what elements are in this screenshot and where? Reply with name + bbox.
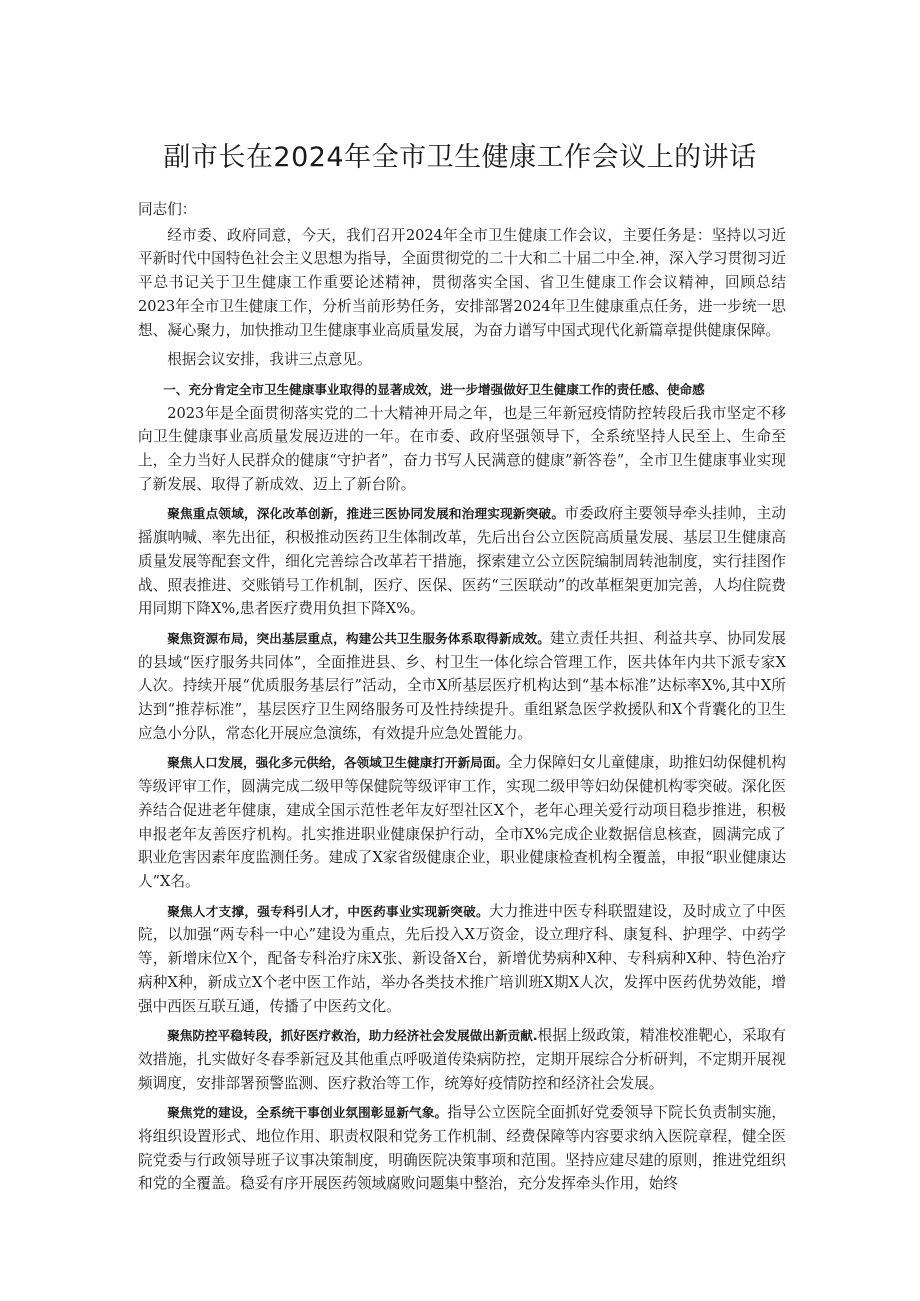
paragraph-text: 大力推进中医专科联盟建设，及时成立了中医院，以加强“两专科一中心”建设为重点，先后投入X万资金，设立理疗科、康复科、护理学、中药学等，新增床位X个，配备专科治疗床X张、新设备X台，新增优势病种X种、专科病种X种、特色治疗病种X种，新成立X个老中医工作站，举办各类技术推广培训班X期X人次，发挥中医药优势效能，增强中西医互联互通，传播了中医药文化。 [138, 902, 786, 1015]
paragraph-lead: 聚焦资源布局，突出基层重点，构建公共卫生服务体系取得新成效。 [167, 630, 550, 646]
section-1-intro: 2023年是全面贯彻落实党的二十大精神开局之年，也是三年新冠疫情防控转段后我市坚定不移向卫生健康事业高质量发展迈进的一年。在市委、政府坚强领导下，全系统坚持人民至上、生命至上，全力当好人民群众的健康“守护者”，奋力书写人民满意的健康”新答卷”，全市卫生健康事业实现了新发展、取得了新成效、迈上了新台阶。 [138, 404, 786, 493]
paragraph-lead: 聚焦党的建设，全系统干事创业氛围彰显新气象。 [167, 1105, 448, 1121]
paragraph-lead: 聚焦防控平稳转段，抓好医疗救治，助力经济社会发展做出新贡献. [167, 1028, 538, 1044]
body-paragraph [138, 900, 786, 1019]
paragraph-text: 市委政府主要领导牵头挂帅，主动摇旗呐喊、率先出征，积极推动医药卫生体制改革，先后出台公立医院高质量发展、基层卫生健康高质量发展等配套文件，细化完善综合改革若干措施，探索建立公立医院编制周转池制度，实行挂图作战、照表推进、交账销号工作机制，医疗、医保、医药“三医联动”的改革框架更加完善，人均住院费用同期下降X%,患者医疗费用负担下降X%。 [138, 505, 786, 618]
paragraph-lead: 聚焦人口发展，强化多元供给，各领域卫生健康打开新局面。 [167, 755, 509, 771]
paragraph-text: 根据上级政策，精准校准靶心，采取有效措施，扎实做好冬春季新冠及其他重点呼吸道传染病防控，定期开展综合分析研判，不定期开展视频调度，安排部署预警监测、医疗救治等工作，统筹好疫情防控和经济社会发展。 [138, 1027, 786, 1092]
body-paragraph [138, 627, 786, 746]
body-paragraph [138, 1101, 786, 1196]
document-title: 副市长在2024年全市卫生健康工作会议上的讲话 [163, 142, 757, 173]
paragraph-text: 全力保障妇女儿童健康，助推妇幼保健机构等级评审工作，圆满完成二级甲等保健院等级评审工作，实现二级甲等妇幼保健机构零突破。深化医养结合促进老年健康，建成全国示范性老年友好型社区X个，老年心理关爱行动项目稳步推进，积极申报老年友善医疗机构。扎实推进职业健康保护行动，全市X%完成企业数据信息核查，圆满完成了职业危害因素年度监测任务。建成了X家省级健康企业，职业健康检查机构全覆盖，申报“职业健康达人”X名。 [138, 754, 786, 890]
body-paragraph [138, 751, 786, 893]
body-paragraph [138, 1024, 786, 1095]
paragraph-lead: 聚焦人才支撑，强专科引人才，中医药事业实现新突破。 [167, 903, 489, 919]
intro-paragraph: 经市委、政府同意，今天，我们召开2024年全市卫生健康工作会议，主要任务是：坚持以习近平新时代中国特色社会主义思想为指导，全面贯彻党的二十大和二十届二中全.神，深入学习贯彻习近平总书记关于卫生健康工作重要论述精神，贯彻落实全国、省卫生健康工作会议精神，回顾总结2023年全市卫生健康工作，分析当前形势任务，安排部署2024年卫生健康重点任务，进一步统一思想、凝心聚力，加快推动卫生健康事业高质量发展，为奋力谱写中国式现代化新篇章提供健康保障。 [138, 226, 786, 339]
body-paragraph [138, 502, 786, 621]
section-1-heading: 一、充分肯定全市卫生健康事业取得的显著成效，进一步增强做好卫生健康工作的责任感、使命感 [163, 381, 705, 397]
paragraph-text: 建立责任共担、利益共享、协同发展的县域“医疗服务共同体”，全面推进县、乡、村卫生一体化综合管理工作，医共体年内共下派专家X人次。持续开展“优质服务基层行”活动，全市X所基层医疗机构达到“基本标准”达标率X%,其中X所达到“推荐标准”，基层医疗卫生网络服务可及性持续提升。重组紧急医学救援队和X个背囊化的卫生应急小分队，常态化开展应急演练，有效提升应急处置能力。 [138, 629, 786, 742]
paragraph-text: 指导公立医院全面抓好党委领导下院长负责制实施，将组织设置形式、地位作用、职责权限和党务工作机制、经费保障等内容要求纳入医院章程，健全医院党委与行政领导班子议事决策制度，明确医院决策事项和范围。坚持应建尽建的原则，推进党组织和党的全覆盖。稳妥有序开展医药领域腐败问题集中整治，充分发挥牵头作用，始终 [138, 1104, 786, 1193]
greeting: 同志们： [138, 201, 197, 218]
document-body [138, 198, 786, 1196]
arrangement-paragraph: 根据会议安排，我讲三点意见。 [167, 351, 372, 369]
paragraph-lead: 聚焦重点领域，深化改革创新，推进三医协同发展和治理实现新突破。 [167, 506, 565, 522]
